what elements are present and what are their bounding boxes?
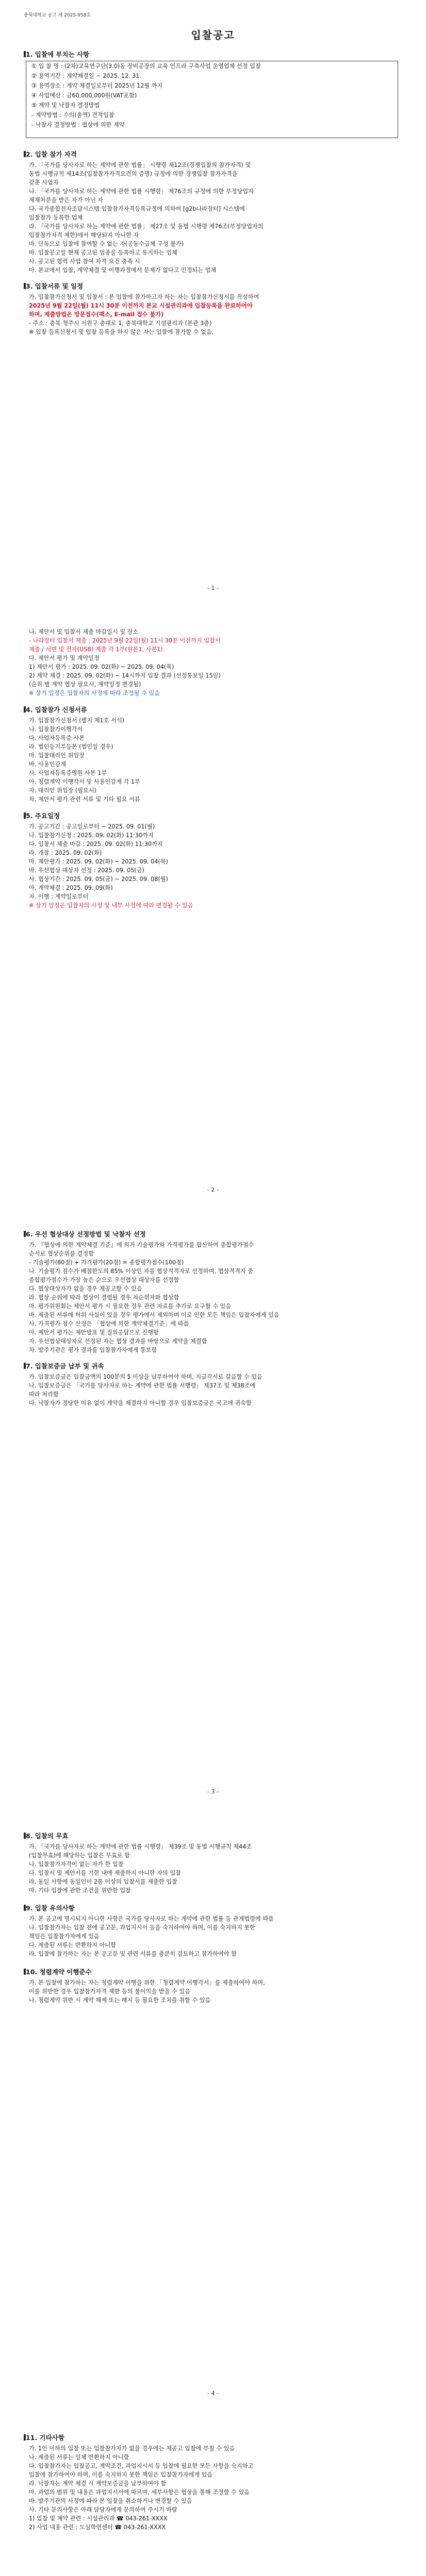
text-line: 사. 사업자등록증명원 사본 1부 bbox=[29, 770, 107, 776]
text-line: 자. 대리인 위임장 (필요시) bbox=[29, 787, 97, 794]
section-5-title: 5. 주요일정 bbox=[24, 811, 60, 820]
contact-line: 1) 입찰 및 계약 관련 : 시설관리과 ☎ 043-261-XXXX bbox=[29, 2515, 168, 2522]
text-line: 아. 제안서 평가는 제안발표 및 질의응답으로 진행함 bbox=[29, 1329, 159, 1336]
text-line: 동법 시행규칙 제14조(입찰참가자격요건의 증명) 규정에 의한 경쟁입찰 참가자격을 bbox=[29, 171, 238, 177]
text-line: 순서로 협상순위를 결정함 bbox=[29, 1250, 94, 1257]
text-line: 책임은 입찰참가자에게 있음 bbox=[29, 1933, 100, 1940]
text-line: 가. 입찰참가신청서 (별지 제1호 서식) bbox=[29, 717, 124, 724]
text-line-highlight: - 나라장터 입찰서 제출 : 2025년 9월 22일(월) 11시 30분 이전까지 입찰서 bbox=[29, 637, 221, 644]
section-2-title: 2. 입찰 참가 자격 bbox=[24, 149, 77, 159]
text-line: 라. 협상 순위에 따라 협상이 결렬될 경우 차순위자와 협상함 bbox=[29, 1294, 179, 1301]
section-10-title: 10. 청렴계약 이행준수 bbox=[24, 1967, 91, 1976]
text-line: 나. 입찰참가자격이 없는 자가 한 입찰 bbox=[29, 1861, 124, 1868]
section-11-title: 11. 기타사항 bbox=[24, 2433, 64, 2442]
text-line: 종합평가점수가 가장 높은 순으로 우선협상 대상자를 선정함 bbox=[29, 1277, 179, 1283]
text-line-highlight: 2025년 9월 22일(월) 11시 30분 이전까지 본교 시설관리과에 입찰등록을 완료하여야 bbox=[29, 302, 253, 309]
text-line: 사. 공고된 협력 사업 참여 자격 요건 충족 시 bbox=[29, 258, 140, 265]
text-line: 다. 제안서 평가 및 계약일정 bbox=[29, 655, 100, 662]
text-line: - 주소 : 충북 청주시 서원구 충대로 1, 충북대학교 시설관리과 (본관 3층) bbox=[29, 320, 212, 327]
text-line: 라. 낙찰자는 계약 체결 시 계약보증금을 납부하여야 함 bbox=[29, 2480, 167, 2487]
text-line: 라. 동일 사항에 동일인이 2통 이상의 입찰서를 제출한 입찰 bbox=[29, 1878, 177, 1885]
text-line: 아. 본교에서 입찰, 계약체결 및 이행과정에서 문제가 없다고 인정되는 업체 bbox=[29, 267, 217, 274]
page-3 bbox=[0, 1204, 426, 1805]
page-number: - 3 - bbox=[207, 1788, 219, 1795]
text-line-highlight: 제출 / 서면 및 전자(USB) 제출 각 1부(원본1, 사본1) bbox=[29, 646, 163, 653]
header-note: 충북대학교 공고 제 2025-958호 bbox=[24, 13, 91, 18]
page-5 bbox=[0, 2407, 426, 2576]
text-line: 나. 입찰참가이행각서 bbox=[29, 726, 83, 733]
text-line: 다. 입찰참가자는 입찰공고, 계약조건, 과업지시서 등 입찰에 필요한 모든 사항을 숙지하고 bbox=[29, 2463, 254, 2469]
text-line: 가. 입찰참가신청서 및 입찰서 : 본 입찰에 참가하고자 하는 자는 입찰참가신청서를 작성하여 bbox=[29, 294, 259, 300]
summary-line: ① 입 찰 명 : (2차)교육연구단(3.0)동 장비공장의 교육 인프라 구축사업 운영업체 선정 입찰 bbox=[31, 63, 261, 70]
text-line: 가. 본 공고에 명시되지 아니한 사항은 국가를 당사자로 하는 계약에 관한 법률 등 관계법령에 따름 bbox=[29, 1916, 274, 1922]
text-line: 입찰참가 등록한 업체 bbox=[29, 214, 83, 221]
section-9-title: 9. 입찰 유의사항 bbox=[24, 1903, 75, 1912]
text-line: 2) 계약 체결 : 2025. 09. 02(화) ~ 14시까지 입찰 결과 (선정통보일 15일) bbox=[29, 672, 221, 679]
text-line: 바. 입찰공고일 현재 공고된 업종을 등록하고 유지하는 업체 bbox=[29, 249, 177, 256]
text-line: (순위 별 계약 협상 필요시, 계약일정 변경됨) bbox=[29, 681, 141, 688]
note-line: ※ 입찰 등록신청서 및 입찰 등록을 하지 않은 자는 입찰에 참가할 수 없음. bbox=[29, 329, 214, 335]
section-1-title: 1. 입찰에 부치는 사항 bbox=[24, 49, 89, 59]
text-line: 마. 평가위원회는 제안서 평가 시 필요한 경우 관련 자료를 추가로 요구할 수 있음 bbox=[29, 1303, 232, 1310]
text-line: (입찰무효)에 해당하는 입찰은 무효로 함 bbox=[29, 1852, 130, 1859]
text-line: 1) 제안서 평가 : 2025. 09. 02(화) ~ 2025. 09. 04(목) bbox=[29, 664, 174, 670]
text-line: 다. 입찰서 및 제안서를 기한 내에 제출하지 아니한 자의 입찰 bbox=[29, 1870, 181, 1876]
text-line: 갖춘 사업자 bbox=[29, 179, 59, 186]
text-line: 다. 입찰서 제출 마감 : 2025. 09. 02(화) 11:30까지 bbox=[29, 841, 163, 848]
text-line: 차. 발주기관은 평가 결과를 입찰참가자에게 통보함 bbox=[29, 1347, 157, 1353]
text-line: 나. 입찰참가신청 : 2025. 09. 02(화) 11:30까지 bbox=[29, 832, 154, 839]
text-line: 차. 제안서 평가 관련 서류 및 기타 필요 서류 bbox=[29, 796, 140, 803]
text-line: 나. 제안서 및 입찰서 제출 마감일시 및 장소 bbox=[29, 629, 139, 635]
text-line: 바. 제출된 서류에 허위 사실이 있을 경우 평가에서 제외하며 이로 인한 모든 책임은 입찰자에게 있음 bbox=[29, 1312, 280, 1318]
text-line: 마. 기타 입찰에 관한 조건을 위반한 입찰 bbox=[29, 1887, 131, 1894]
note-line: ※ 상기 일정은 입찰자의 사정에 따라 조정될 수 있음 bbox=[29, 690, 160, 697]
summary-line: - 낙찰자 결정방법 : 협상에 의한 계약 bbox=[31, 122, 125, 128]
page-4 bbox=[0, 1805, 426, 2407]
text-line: 라. 입찰에 참가하는 자는 본 공고문 및 관련 서류를 충분히 검토하고 참가하여야 함 bbox=[29, 1951, 237, 1957]
section-7-title: 7. 입찰보증금 납부 및 귀속 bbox=[24, 1361, 104, 1370]
text-line: 입찰참가자격 제한)에서 해당되지 아니한 자 bbox=[29, 232, 139, 239]
text-line: 나. 입찰보증금은 「국가를 당사자로 하는 계약에 관한 법률 시행령」 제37조 및 제38조에 bbox=[29, 1382, 256, 1389]
text-line: 가. 「국가를 당사자로 하는 계약에 관한 법률」 시행령 제12조(경쟁입찰의 참가자격) 및 bbox=[29, 162, 251, 168]
text-line: 다. 낙찰자가 정당한 이유 없이 계약을 체결하지 아니할 경우 입찰보증금은 국고에 귀속함 bbox=[29, 1400, 252, 1406]
section-3-title: 3. 입찰서류 및 일정 bbox=[24, 281, 83, 291]
text-line: 가. 공고기간 : 공고일로부터 ~ 2025. 09. 01(월) bbox=[29, 823, 155, 830]
text-line: 나. 제출된 서류는 일체 반환하지 아니함 bbox=[29, 2454, 129, 2461]
page-title: 입찰공고 bbox=[191, 29, 235, 41]
text-line: 라. 「국가를 당사자로 하는 계약에 관한 법률」 제27조 및 동법 시행령 제76조(부정당업자의 bbox=[29, 223, 264, 230]
text-line: 사. 가격평가 점수 산정은 「협상에 의한 계약체결기준」에 따름 bbox=[29, 1320, 189, 1327]
text-line: 나. 청렴계약 위반 시 계약 해제 또는 해지 등 필요한 조치를 취할 수 있음 bbox=[29, 1997, 211, 2004]
text-line: 마. 제안평가 : 2025. 09. 02(화) ~ 2025. 09. 04(목) bbox=[29, 858, 168, 865]
text-line: 바. 우선협상 대상자 선정 : 2025. 09. 05(금) bbox=[29, 867, 144, 874]
page-number: - 1 - bbox=[207, 585, 219, 591]
text-line: 다. 사업자등록증 사본 bbox=[29, 735, 85, 741]
text-line: 아. 청렴계약 이행각서 및 사용인감계 각 1부 bbox=[29, 778, 140, 785]
page-2 bbox=[0, 602, 426, 1204]
text-line: 마. 입찰대리인 위임장 bbox=[29, 752, 85, 759]
text-line: 따라 처리함 bbox=[29, 1391, 59, 1398]
page-number: - 2 - bbox=[207, 1187, 219, 1193]
section-6-title: 6. 우선 협상대상 선정방법 및 낙찰자 선정 bbox=[24, 1229, 146, 1239]
text-line: 사. 협상기간 : 2025. 09. 05(금) ~ 2025. 09. 08(월) bbox=[29, 876, 168, 883]
section-4-title: 4. 입찰참가 신청서류 bbox=[24, 705, 87, 714]
text-line: 바. 발주기관의 사정에 따라 본 입찰을 취소하거나 변경할 수 있음 bbox=[29, 2498, 192, 2504]
text-line: 가. 입찰보증금은 입찰금액의 100분의 5 이상을 납부하여야 하며, 지급각서로 갈음할 수 있음 bbox=[29, 1374, 263, 1380]
summary-box bbox=[26, 61, 398, 138]
section-8-title: 8. 입찰의 무효 bbox=[24, 1831, 69, 1840]
text-line: 다. 제출된 서류는 반환하지 아니함 bbox=[29, 1942, 117, 1948]
note-line: ※ 상기 일정은 입찰자의 사정 및 내부 사정에 따라 변경될 수 있음 bbox=[29, 902, 193, 909]
text-line: 마. 과업의 범위 및 내용은 과업지시서에 따르며, 세부사항은 협상을 통해 조정할 수 있음 bbox=[29, 2489, 250, 2496]
text-line: 다. 국가종합전자조달시스템 입찰참가자격등록규정에 의하여 [g2b나라장터] 시스템에 bbox=[29, 206, 245, 212]
text-line: 자. 이행 : 계약일로부터 bbox=[29, 893, 89, 900]
summary-line: - 계약방법 : 수의(총액) 견적입찰 bbox=[31, 112, 114, 118]
page-1 bbox=[0, 0, 426, 602]
text-line: 사. 기타 문의사항은 아래 담당자에게 문의하여 주시기 바람 bbox=[29, 2506, 177, 2513]
text-line-highlight: 하며, 제출방법은 방문접수(팩스, E-mail 접수 불가) bbox=[29, 311, 164, 318]
text-line: 가. 본 입찰에 참가하는 자는 청렴계약 이행을 위한 「청렴계약 이행각서」를 제출하여야 하며, bbox=[29, 1979, 265, 1986]
summary-line: ⑤ 계약 및 낙찰자 결정방법 bbox=[31, 102, 100, 109]
text-line: 이를 위반한 경우 입찰참가자격 제한 등의 불이익을 받을 수 있음 bbox=[29, 1988, 190, 1995]
text-line: 나. 기술평가 점수가 배점한도의 85% 이상인 자를 협상적격자로 선정하며, 협상적격자 중 bbox=[29, 1268, 253, 1275]
text-line: 라. 개찰 : 2025. 09. 02(화) bbox=[29, 850, 102, 856]
summary-line: ④ 사업예산 : 금60,000,000원(VAT포함) bbox=[31, 92, 137, 99]
text-line: 제재처분을 받은 자가 아닌 자 bbox=[29, 197, 103, 204]
text-line: 마. 단독으로 입찰에 참여할 수 없는 자(공동수급체 구성 불가) bbox=[29, 241, 184, 247]
text-line: 가. 「국가를 당사자로 하는 계약에 관한 법률 시행령」 제39조 및 동법 시행규칙 제44조 bbox=[29, 1843, 252, 1850]
text-line: 라. 법인등기부등본 (법인일 경우) bbox=[29, 743, 113, 750]
text-line: 나. 「국가를 당사자로 하는 계약에 관한 법률 시행령」 제76조의 규정에 의한 부정당업자 bbox=[29, 188, 254, 195]
summary-line: ③ 용역장소 : 계약 체결일로부터 2025년 12월 까지 bbox=[31, 82, 163, 89]
text-line: - 기술평가(80점) + 가격평가(20점) = 종합평가점수(100점) bbox=[29, 1259, 184, 1266]
contact-line: 2) 사업 내용 관련 : 도심학연센터 ☎ 043-261-XXXX bbox=[29, 2524, 166, 2531]
text-line: 자. 우선협상대상자로 선정된 자는 협상 결과를 바탕으로 계약을 체결함 bbox=[29, 1338, 207, 1345]
text-line: 바. 사용인감계 bbox=[29, 761, 66, 768]
text-line: 입찰에 참가하여야 하며, 이를 숙지하지 못한 책임은 입찰참가자에게 있음 bbox=[29, 2471, 213, 2478]
text-line: 가. 『협상에 의한 계약체결 기준』에 의거 기술평가와 가격평가를 합산하여 종합평가점수 bbox=[29, 1242, 254, 1248]
text-line: 다. 협상대상자가 없을 경우 재공고할 수 있음 bbox=[29, 1285, 142, 1292]
page-number: - 4 - bbox=[207, 2390, 219, 2397]
text-line: 가. 1인 이하의 입찰 또는 입찰참가자가 없을 경우에는 재공고 입찰에 부칠 수 있음 bbox=[29, 2445, 235, 2452]
text-line: 아. 계약체결 : 2025. 09. 09(화) bbox=[29, 885, 113, 891]
text-line: 나. 입찰참가자는 입찰 전에 공고문, 과업지시서 등을 숙지하여야 하며, 이를 숙지하지 못한 bbox=[29, 1924, 255, 1931]
summary-line: ② 용역기간 : 계약체결일 ~ 2025. 12. 31. bbox=[31, 73, 141, 79]
